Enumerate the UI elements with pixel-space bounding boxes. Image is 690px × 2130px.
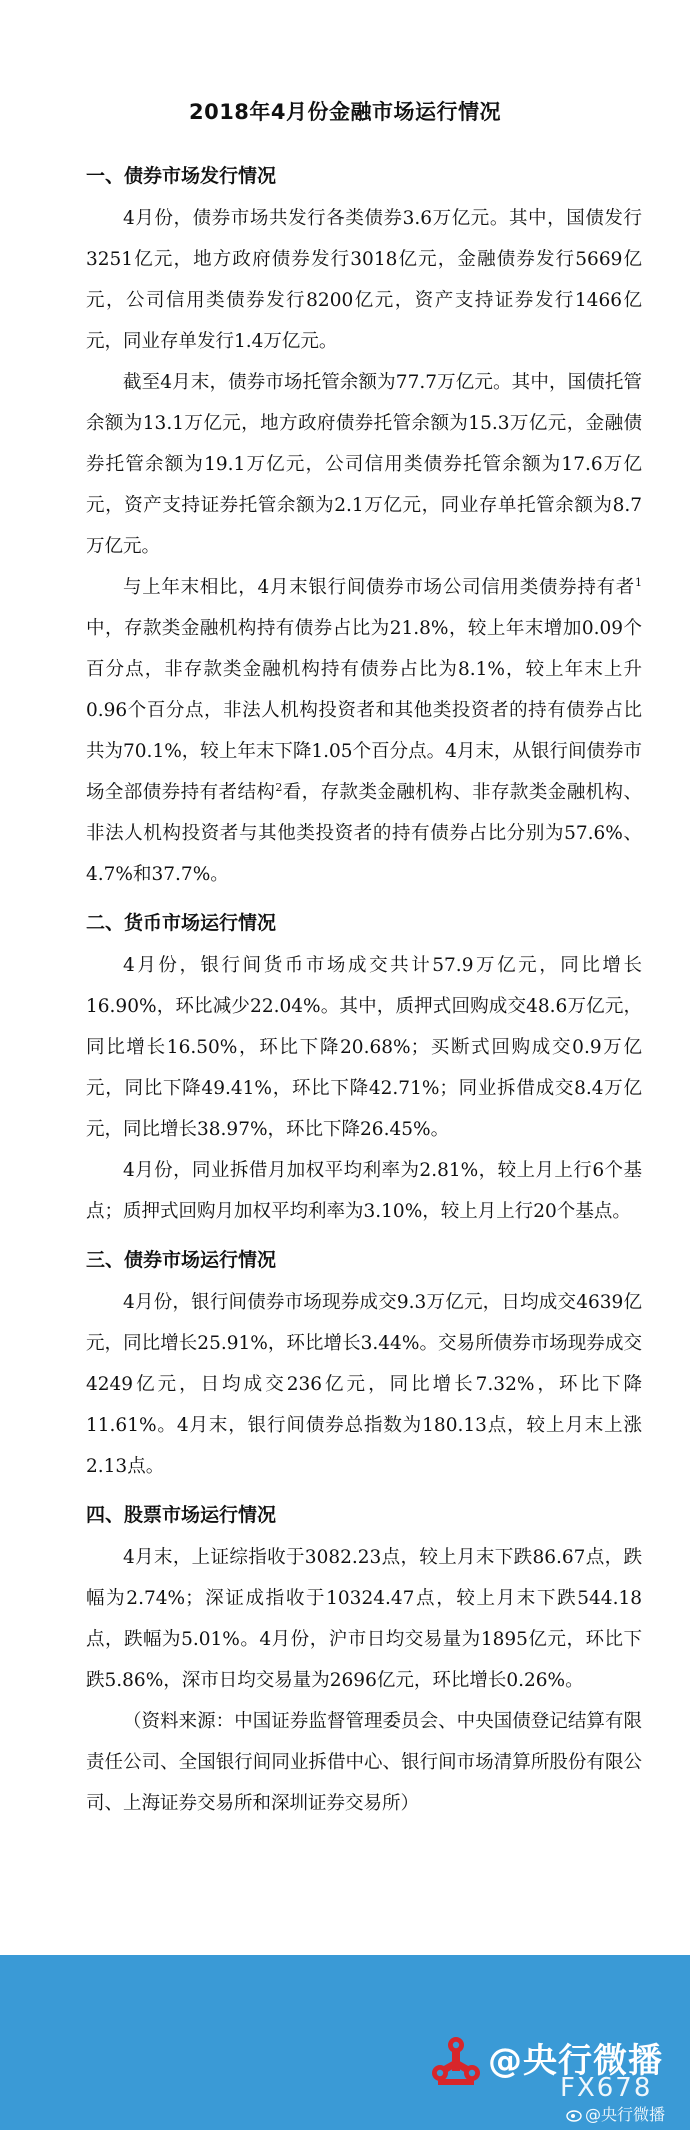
section-heading-stock-market: 四、股票市场运行情况 bbox=[86, 1504, 277, 1526]
section-heading-money-market: 二、货币市场运行情况 bbox=[86, 912, 277, 934]
weibo-eye-icon bbox=[566, 2108, 582, 2122]
paragraph: 4月份，银行间货币市场成交共计57.9万亿元，同比增长16.90%，环比减少22.04%。其中，质押式回购成交48.6万亿元，同比增长16.50%，环比下降20.68%；买断式回购成交0.9万亿元，同比下降49.41%，环比下降42.71%；同业拆借成交8.4万亿元，同比增长38.97%，环比下降26.45%。 bbox=[86, 955, 642, 1140]
paragraph: 4月份，债券市场共发行各类债券3.6万亿元。其中，国债发行3251亿元，地方政府债券发行3018亿元，金融债券发行5669亿元，公司信用类债券发行8200亿元，资产支持证券发行1466亿元，同业存单发行1.4万亿元。 bbox=[86, 208, 642, 352]
footnote-marker: 1 bbox=[635, 575, 642, 589]
paragraph: 4月份，银行间债券市场现券成交9.3万亿元，日均成交4639亿元，同比增长25.91%，环比增长3.44%。交易所债券市场现券成交4249亿元，日均成交236亿元，同比增长7.32%，环比下降11.61%。4月末，银行间债券总指数为180.13点，较上月末上涨2.13点。 bbox=[86, 1292, 642, 1477]
section-heading-bond-issuance: 一、债券市场发行情况 bbox=[86, 165, 277, 187]
watermark-code: FX678 bbox=[560, 2073, 653, 2103]
weibo-brand-label: @央行微播 bbox=[488, 2041, 663, 2081]
paragraph: 截至4月末，债券市场托管余额为77.7万亿元。其中，国债托管余额为13.1万亿元，地方政府债券托管余额为15.3万亿元，金融债券托管余额为19.1万亿元，公司信用类债券托管余额为17.6万亿元，资产支持证券托管余额为2.1万亿元，同业存单托管余额为8.7万亿元。 bbox=[86, 372, 642, 557]
paragraph-data-source: （资料来源：中国证券监督管理委员会、中央国债登记结算有限责任公司、全国银行间同业拆借中心、银行间市场清算所股份有限公司、上海证券交易所和深圳证券交易所） bbox=[86, 1711, 642, 1814]
paragraph: 4月末，上证综指收于3082.23点，较上月末下跌86.67点，跌幅为2.74%；深证成指收于10324.47点，较上月末下跌544.18点，跌幅为5.01%。4月份，沪市日均交易量为1895亿元，环比下跌5.86%，深市日均交易量为2696亿元，环比增长0.26%。 bbox=[86, 1547, 642, 1691]
paragraph-holder-structure bbox=[86, 567, 642, 895]
watermark-handle-text: @央行微播 bbox=[585, 2105, 666, 2124]
watermark-handle bbox=[566, 2102, 665, 2125]
paragraph: 4月份，同业拆借月加权平均利率为2.81%，较上月上行6个基点；质押式回购月加权平均利率为3.10%，较上月上行20个基点。 bbox=[86, 1160, 642, 1222]
document-title: 2018年4月份金融市场运行情况 bbox=[188, 100, 502, 124]
section-heading-bond-market: 三、债券市场运行情况 bbox=[86, 1249, 277, 1271]
document-body bbox=[86, 148, 642, 1824]
footnote-marker: 2 bbox=[275, 780, 283, 794]
text-run: 看，存款类金融机构、非存款类金融机构、非法人机构投资者与其他类投资者的持有债券占比分别为57.6%、4.7%和37.7%。 bbox=[86, 782, 642, 885]
text-run: 与上年末相比，4月末银行间债券市场公司信用类债券持有者 bbox=[123, 577, 635, 598]
text-run: 中，存款类金融机构持有债券占比为21.8%，较上年末增加0.09个百分点，非存款类金融机构持有债券占比为8.1%，较上年末上升0.96个百分点，非法人机构投资者和其他类投资者的持有债券占比共为70.1%，较上年末下降1.05个百分点。4月末，从银行间债券市场全部债券持有者结构 bbox=[86, 618, 642, 803]
pboc-emblem-icon bbox=[428, 2033, 484, 2089]
